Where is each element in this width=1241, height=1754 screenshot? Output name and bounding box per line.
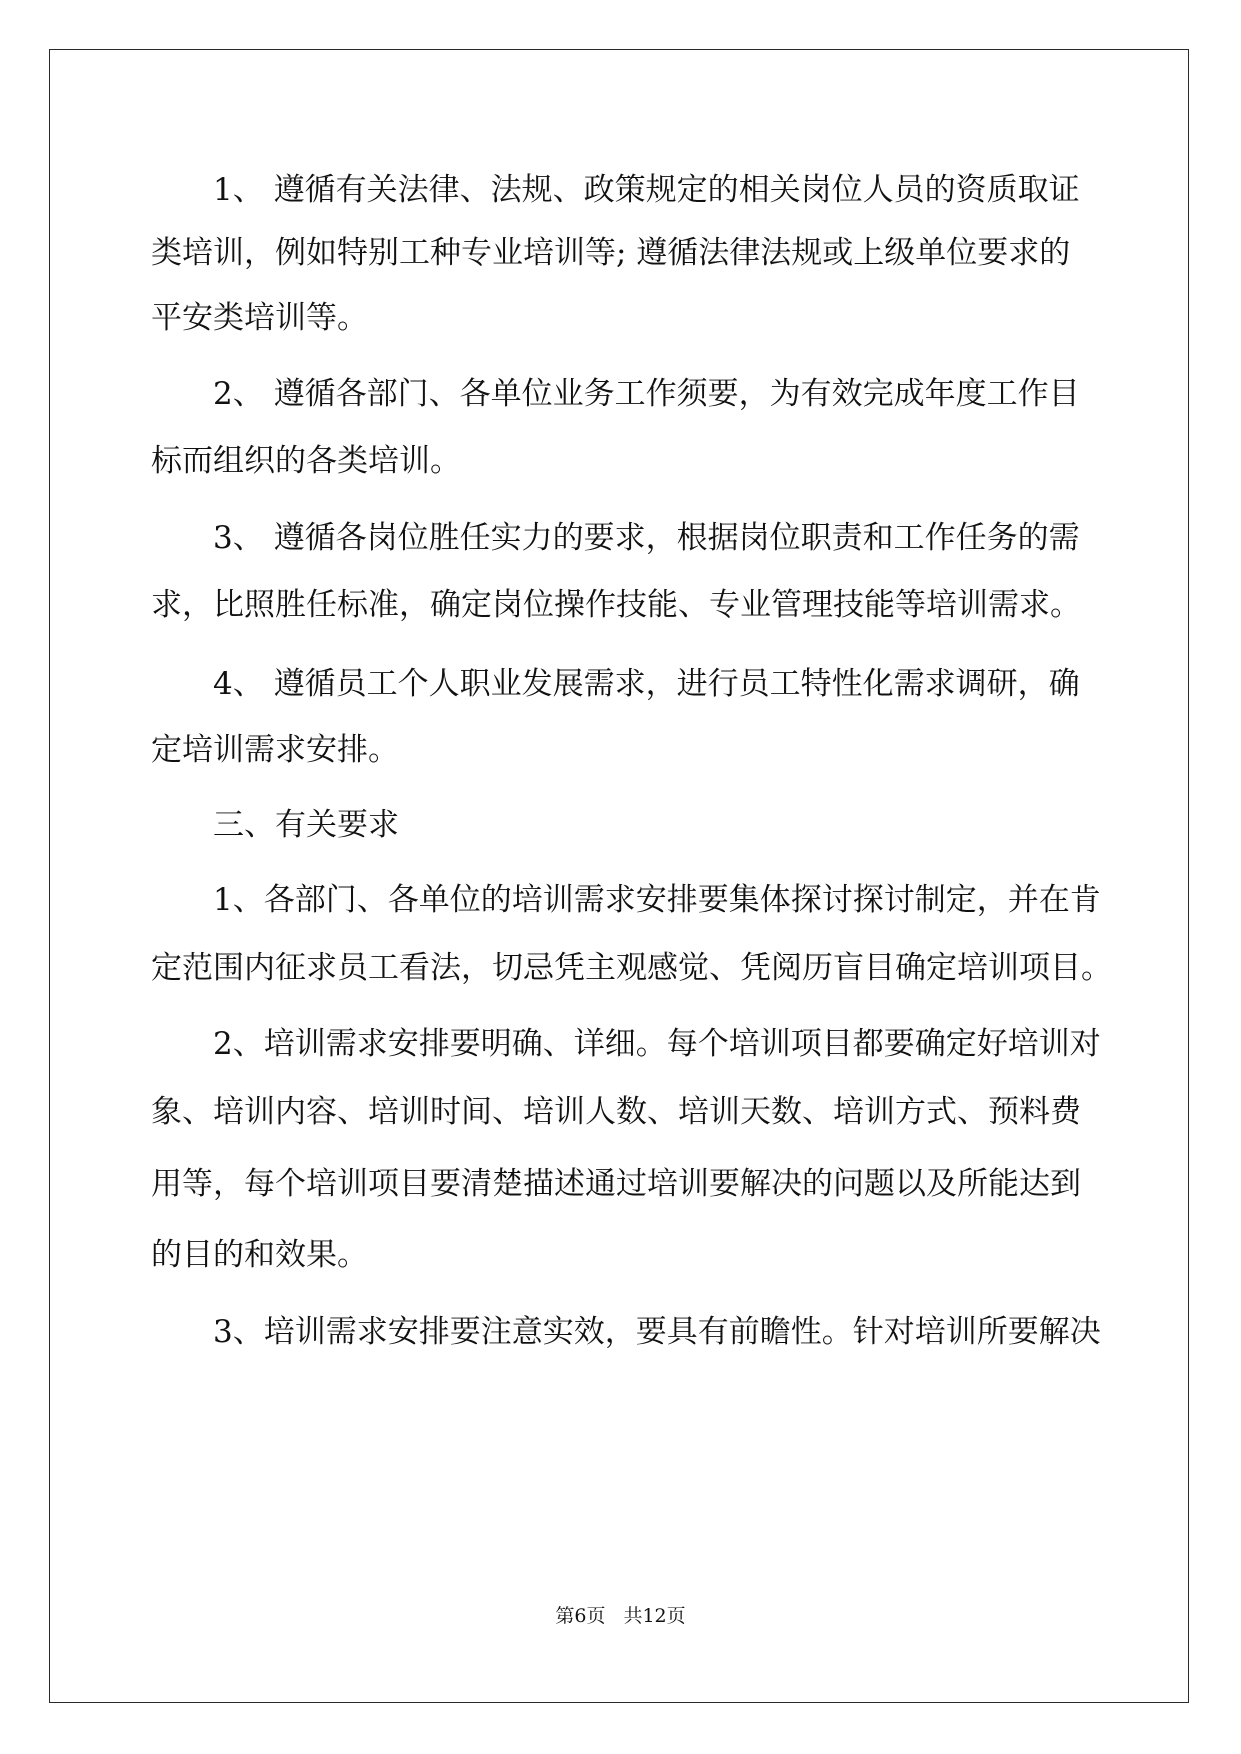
total-pages: 共12页 bbox=[623, 1605, 686, 1627]
text-line: 平安类培训等。 bbox=[151, 300, 368, 336]
text-line: 1、 遵循有关法律、法规、政策规定的相关岗位人员的资质取证 bbox=[213, 172, 1080, 208]
text-line: 定范围内征求员工看法，切忌凭主观感觉、凭阅历盲目确定培训项目。 bbox=[151, 950, 1112, 986]
text-line: 1、各部门、各单位的培训需求安排要集体探讨探讨制定，并在肯 bbox=[213, 882, 1101, 918]
text-line: 3、 遵循各岗位胜任实力的要求，根据岗位职责和工作任务的需 bbox=[213, 520, 1080, 556]
text-line: 用等，每个培训项目要清楚描述通过培训要解决的问题以及所能达到 bbox=[151, 1166, 1081, 1202]
page-footer bbox=[0, 1604, 1241, 1628]
text-line: 2、 遵循各部门、各单位业务工作须要，为有效完成年度工作目 bbox=[213, 376, 1080, 412]
text-line: 3、培训需求安排要注意实效，要具有前瞻性。针对培训所要解决 bbox=[213, 1314, 1101, 1350]
text-line: 定培训需求安排。 bbox=[151, 732, 399, 768]
section-heading: 三、有关要求 bbox=[213, 807, 399, 843]
text-line: 标而组织的各类培训。 bbox=[151, 443, 461, 479]
text-line: 求，比照胜任标准，确定岗位操作技能、专业管理技能等培训需求。 bbox=[151, 587, 1081, 623]
page-number: 第6页 bbox=[555, 1605, 606, 1627]
text-line: 4、 遵循员工个人职业发展需求，进行员工特性化需求调研，确 bbox=[213, 666, 1080, 702]
text-line: 的目的和效果。 bbox=[151, 1237, 368, 1273]
text-line: 象、培训内容、培训时间、培训人数、培训天数、培训方式、预料费 bbox=[151, 1094, 1081, 1130]
text-line: 类培训，例如特别工种专业培训等; 遵循法律法规或上级单位要求的 bbox=[151, 235, 1071, 271]
text-line: 2、培训需求安排要明确、详细。每个培训项目都要确定好培训对 bbox=[213, 1026, 1101, 1062]
